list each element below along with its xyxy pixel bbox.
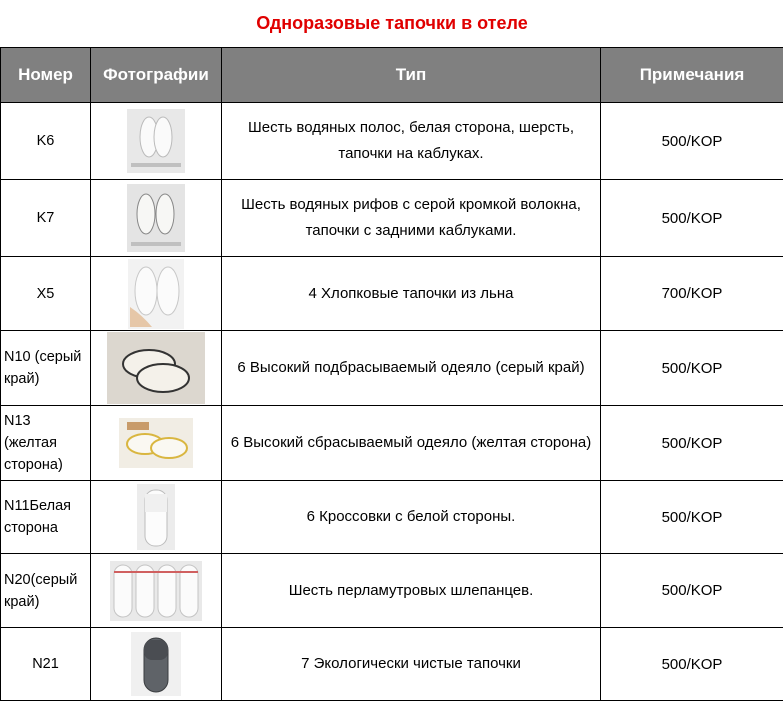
row-note: 500/KOP (601, 554, 783, 628)
photo-cell (91, 257, 222, 331)
row-type: 6 Высокий сбрасываемый одеяло (желтая сторона) (222, 406, 601, 481)
row-note: 500/KOP (601, 406, 783, 481)
table-row (1, 554, 783, 628)
header-type: Тип (222, 48, 601, 103)
grey-trim-slippers-photo (107, 332, 205, 404)
white-open-toe-slipper-photo (137, 484, 175, 550)
photo-cell (91, 481, 222, 554)
row-number: N10 (серый край) (1, 331, 91, 406)
row-type: 6 Кроссовки с белой стороны. (222, 481, 601, 554)
row-note: 700/KOP (601, 257, 783, 331)
row-type: 7 Экологически чистые тапочки (222, 628, 601, 701)
photo-cell (91, 406, 222, 481)
row-note: 500/KOP (601, 481, 783, 554)
four-white-slippers-photo (110, 561, 202, 621)
dark-grey-slipper-photo (131, 632, 181, 696)
row-note: 500/KOP (601, 628, 783, 701)
table-row (1, 331, 783, 406)
table-row (1, 481, 783, 554)
header-number: Номер (1, 48, 91, 103)
table-row (1, 406, 783, 481)
row-note: 500/KOP (601, 331, 783, 406)
header-row (1, 48, 783, 103)
row-number: N11Белая сторона (1, 481, 91, 554)
row-number: N13 (желтая сторона) (1, 406, 91, 481)
row-number: K6 (1, 103, 91, 180)
table-row (1, 180, 783, 257)
row-note: 500/KOP (601, 180, 783, 257)
row-number: N20(серый край) (1, 554, 91, 628)
linen-slippers-in-hand-photo (128, 259, 184, 329)
row-type: Шесть водяных полос, белая сторона, шерсть, тапочки на каблуках. (222, 103, 601, 180)
grey-edge-slippers-photo (127, 184, 185, 252)
row-type: 6 Высокий подбрасываемый одеяло (серый край) (222, 331, 601, 406)
row-number: X5 (1, 257, 91, 331)
yellow-trim-slippers-photo (119, 418, 193, 468)
table-title: Одноразовые тапочки в отеле (1, 0, 783, 48)
table-row (1, 628, 783, 701)
photo-cell (91, 180, 222, 257)
row-type: 4 Хлопковые тапочки из льна (222, 257, 601, 331)
row-note: 500/KOP (601, 103, 783, 180)
photo-cell (91, 554, 222, 628)
photo-cell (91, 103, 222, 180)
white-slippers-pair-photo (127, 109, 185, 173)
photo-cell (91, 331, 222, 406)
row-number: N21 (1, 628, 91, 701)
header-notes: Примечания (601, 48, 783, 103)
header-photos: Фотографии (91, 48, 222, 103)
table-row (1, 257, 783, 331)
photo-cell (91, 628, 222, 701)
row-type: Шесть водяных рифов с серой кромкой волокна, тапочки с задними каблуками. (222, 180, 601, 257)
row-number: K7 (1, 180, 91, 257)
table-row (1, 103, 783, 180)
row-type: Шесть перламутровых шлепанцев. (222, 554, 601, 628)
